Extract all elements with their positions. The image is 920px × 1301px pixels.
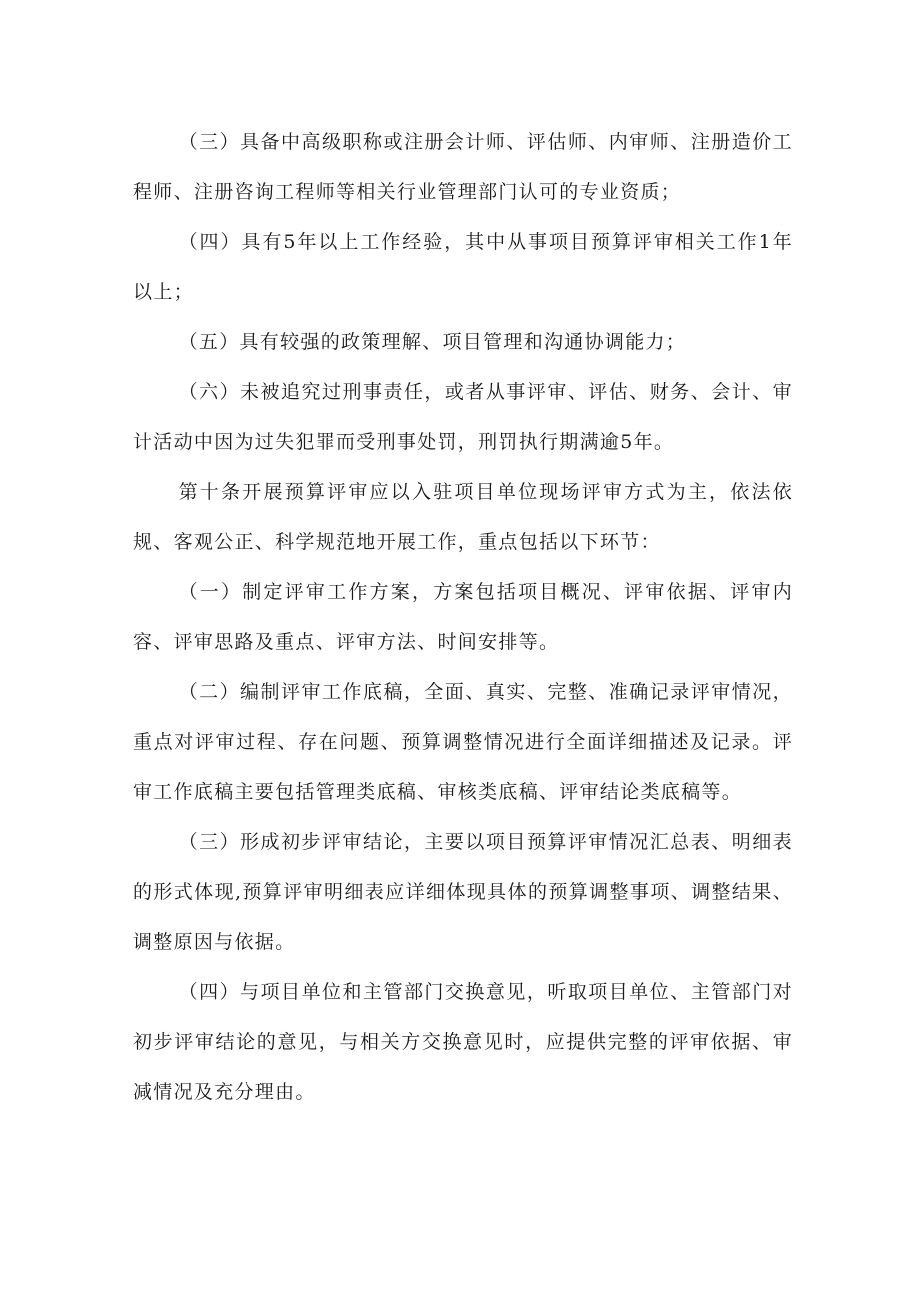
paragraph-step-3: （三）形成初步评审结论，主要以项目预算评审情况汇总表、明细表的形式体现,预算评审明细表应详细体现具体的预算调整事项、调整结果、调整原因与依据。: [133, 831, 793, 953]
paragraph-qualification-4: （四）具有5年以上工作经验，其中从事项目预算评审相关工作1年以上；: [133, 231, 793, 303]
paragraph-step-4: （四）与项目单位和主管部门交换意见，听取项目单位、主管部门对初步评审结论的意见，与相关方交换意见时，应提供完整的评审依据、审减情况及充分理由。: [133, 981, 793, 1103]
paragraph-step-1: （一）制定评审工作方案，方案包括项目概况、评审依据、评审内容、评审思路及重点、评审方法、时间安排等。: [133, 581, 793, 653]
paragraph-qualification-3: （三）具备中高级职称或注册会计师、评估师、内审师、注册造价工程师、注册咨询工程师等相关行业管理部门认可的专业资质；: [133, 131, 793, 203]
paragraph-qualification-5: （五）具有较强的政策理解、项目管理和沟通协调能力；: [178, 331, 687, 353]
paragraph-step-2: （二）编制评审工作底稿，全面、真实、完整、准确记录评审情况，重点对评审过程、存在问题、预算调整情况进行全面详细描述及记录。评审工作底稿主要包括管理类底稿、审核类底稿、评审结论类底稿等。: [133, 681, 793, 803]
document-body: [133, 117, 793, 1117]
paragraph-article-10: 第十条开展预算评审应以入驻项目单位现场评审方式为主，依法依规、客观公正、科学规范地开展工作，重点包括以下环节：: [133, 481, 793, 553]
paragraph-qualification-6: （六）未被追究过刑事责任，或者从事评审、评估、财务、会计、审计活动中因为过失犯罪而受刑事处罚，刑罚执行期满逾5年。: [133, 381, 793, 453]
